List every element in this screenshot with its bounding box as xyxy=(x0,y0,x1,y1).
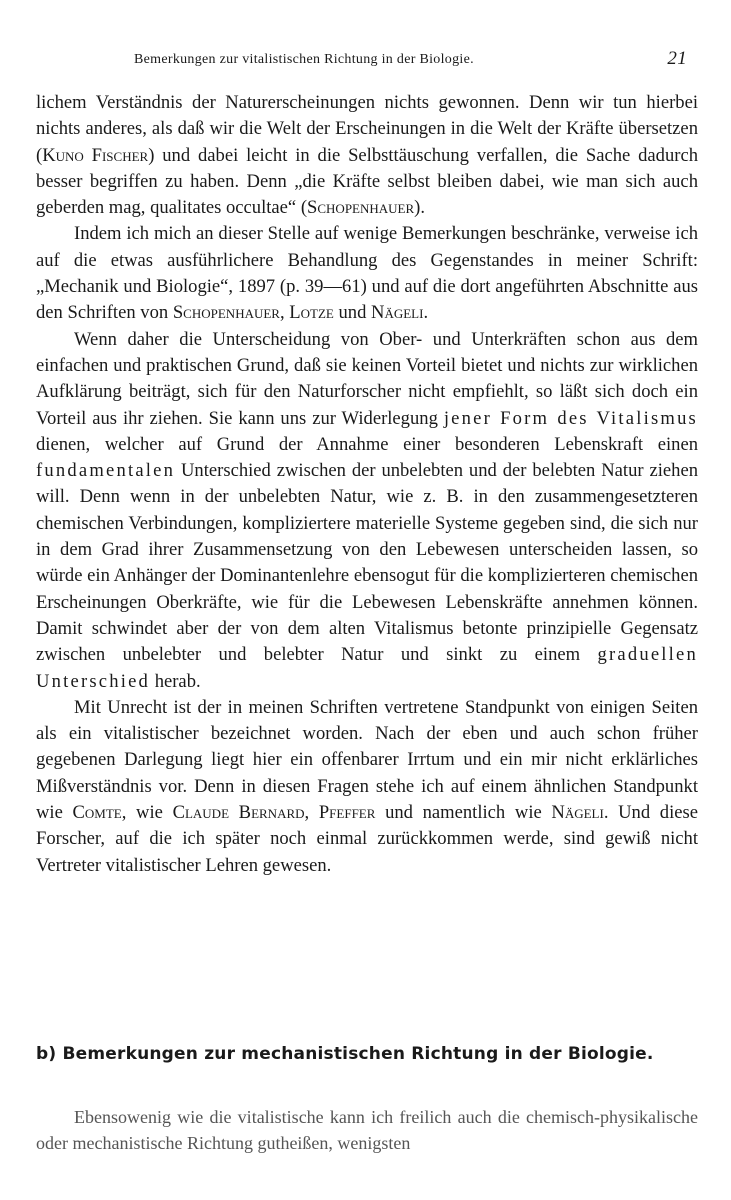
text-run: und xyxy=(333,302,372,324)
spaced-emphasis: graduellen Unterschied xyxy=(36,644,698,692)
running-header xyxy=(36,48,695,72)
text-run: herab. xyxy=(150,670,201,692)
page-number: 21 xyxy=(667,48,687,69)
text-run: . Und diese Forscher, auf die ich später noch einmal zurückkommen werde, sind gewiß nicht Vertreter vitalistischer Lehren gewesen. xyxy=(36,802,699,876)
text-run: Indem ich mich an dieser Stelle auf wenige Bemerkungen beschränke, verweise ich auf die etwas ausführlichere Behandlung des Gegenstandes in meiner Schrift: „Mechanik und Biologie“, 1897 (p. 39—61) und auf die dort angeführten Abschnitte aus den Schriften von xyxy=(36,223,698,324)
spaced-emphasis: fundamentalen xyxy=(36,460,176,482)
running-title: Bemerkungen zur vitalistischen Richtung in der Biologie. xyxy=(134,52,474,67)
text-run: dienen, welcher auf Grund der Annahme einer besonderen Lebenskraft einen xyxy=(36,433,698,455)
author-name: Pfeffer xyxy=(318,802,376,824)
section-heading: b) Bemerkungen zur mechanistischen Richtung in der Biologie. xyxy=(36,1044,654,1064)
text-run: ) und dabei leicht in die Selbsttäuschung verfallen, die Sache dadurch besser begriffen zu haben. Denn „die Kräfte selbst bleiben dabei, wie man sich auch geberden mag, qualitates occultae“ ( xyxy=(36,144,699,219)
paragraph-1 xyxy=(36,90,698,221)
author-name: Kuno Fischer xyxy=(42,144,149,166)
paragraph-2 xyxy=(36,221,698,326)
text-run: , xyxy=(304,802,319,824)
author-name: Claude Bernard xyxy=(172,802,305,824)
author-name: Schopenhauer xyxy=(172,302,280,324)
paragraph-4 xyxy=(36,695,698,879)
text-run: Wenn daher die Unterscheidung von Ober- und Unterkräften schon aus dem einfachen und praktischen Grund, daß sie keinen Vorteil bietet und nichts zur wirklichen Aufklärung beiträgt, sich für den Naturforscher nicht empfiehlt, so läßt sich doch ein Vorteil aus ihr ziehen. Sie kann uns zur Widerlegung xyxy=(36,328,698,429)
author-name: Nägeli xyxy=(551,802,604,824)
text-run: , xyxy=(279,302,290,324)
author-name: Comte xyxy=(72,802,122,824)
body-text xyxy=(36,90,698,879)
section-text: Ebensowenig wie die vitalistische kann ich freilich auch die chemisch-physikalische oder mechanistische Richtung gutheißen, wenigsten xyxy=(36,1107,698,1153)
spaced-emphasis: jener Form des Vitalismus xyxy=(443,407,698,429)
author-name: Lotze xyxy=(289,302,334,324)
text-run: Unterschied zwischen der unbelebten und der belebten Natur ziehen will. Denn wenn in der unbelebten Natur, wie z. B. in den zusammengesetzteren chemischen Verbindungen, kompliziertere materielle Systeme gegeben sind, die sich nur in dem Grad ihrer Zusammensetzung von den Lebewesen unterscheiden lassen, so würde ein Anhänger der Dominantenlehre ebensogut für die komplizierteren chemischen Erscheinungen Oberkräfte, wie für die Lebewesen Lebenskräfte annehmen können. Damit schwindet aber der von dem alten Vitalismus betonte prinzipielle Gegensatz zwischen unbelebter und belebter Natur und sinkt zu einem xyxy=(36,460,698,666)
author-name: Schopenhauer xyxy=(307,197,415,219)
text-run: , wie xyxy=(121,802,173,824)
author-name: Nägeli xyxy=(371,302,424,324)
paragraph-3 xyxy=(36,327,698,695)
text-run: . xyxy=(423,302,429,324)
text-run: lichem Verständnis der Naturerscheinungen nichts gewonnen. Denn wir tun hierbei nichts anderes, als daß wir die Welt der Erscheinungen in die Welt der Kräfte übersetzen ( xyxy=(36,92,698,166)
text-run: ). xyxy=(414,197,425,219)
text-run: Mit Unrecht ist der in meinen Schriften vertretene Standpunkt von einigen Seiten als ein vitalistischer bezeichnet worden. Nach der eben und auch schon früher gegebenen Darlegung liegt hier ein offenbarer Irrtum und ein mir nicht erklärliches Mißverständnis vor. Denn in diesen Fragen stehe ich auf einem ähnlichen Standpunkt wie xyxy=(36,696,698,824)
text-run: und namentlich wie xyxy=(375,802,552,824)
